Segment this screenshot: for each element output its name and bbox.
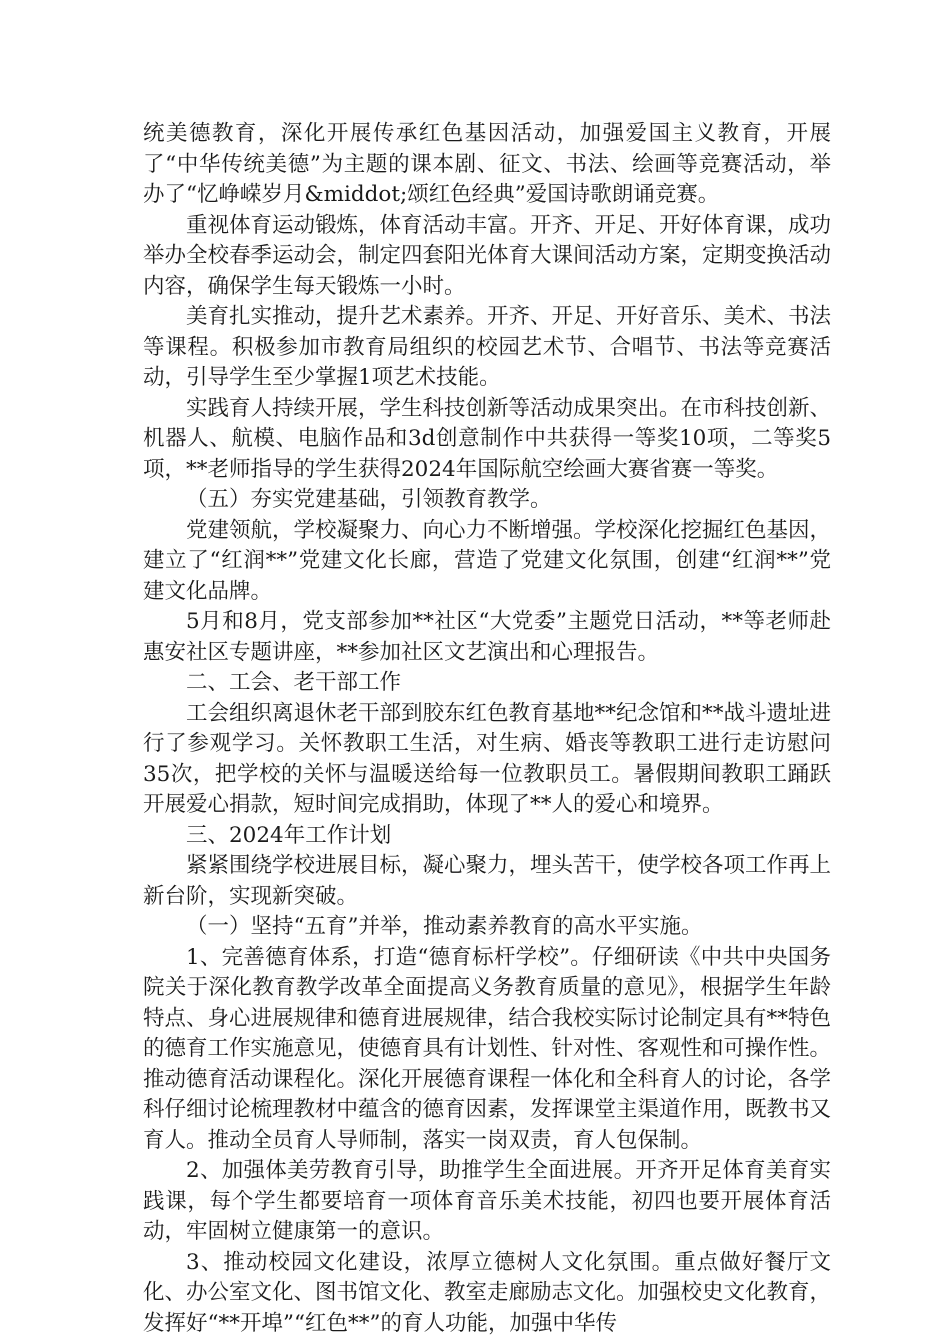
section-heading-5: （五）夯实党建基础，引领教育教学。 (186, 487, 552, 512)
paragraph-4: 实践育人持续开展，学生科技创新等活动成果突出。在市科技创新、机器人、航模、电脑作品和3d创意制作中共获得一等奖10项，二等奖5项，**老师指导的学生获得2024年国际航空绘画大赛省赛一等奖。 (143, 395, 832, 482)
paragraph-2: 重视体育运动锻炼，体育活动丰富。开齐、开足、开好体育课，成功举办全校春季运动会，制定四套阳光体育大课间活动方案，定期变换活动内容，确保学生每天锻炼一小时。 (143, 212, 832, 299)
subsection-heading-1: （一）坚持“五育”并举，推动素养教育的高水平实施。 (186, 914, 703, 939)
section-heading-3: 三、2024年工作计划 (186, 822, 392, 848)
paragraph-3: 美育扎实推动，提升艺术素养。开齐、开足、开好音乐、美术、书法等课程。积极参加市教育局组织的校园艺术节、合唱节、书法等竞赛活动，引导学生至少掌握1项艺术技能。 (143, 304, 832, 390)
paragraph-15: 3、推动校园文化建设，浓厚立德树人文化氛围。重点做好餐厅文化、办公室文化、图书馆文化、教室走廊励志文化。加强校史文化教育，发挥好“**开埠”“红色**”的育人功能，加强中华传 (143, 1249, 832, 1336)
paragraph-1: 统美德教育，深化开展传承红色基因活动，加强爱国主义教育，开展了“中华传统美德”为主题的课本剧、征文、书法、绘画等竞赛活动，举办了“忆峥嵘岁月&middot;颂红色经典”爱国诗歌朗诵竞赛。 (143, 121, 831, 207)
paragraph-6: 党建领航，学校凝聚力、向心力不断增强。学校深化挖掘红色基因，建立了“红润**”党建文化长廊，营造了党建文化氛围，创建“红润**”党建文化品牌。 (143, 517, 832, 604)
paragraph-7: 5月和8月，党支部参加**社区“大党委”主题党日活动，**等老师赴惠安社区专题讲座，**参加社区文艺演出和心理报告。 (143, 609, 831, 665)
document-page (143, 119, 831, 1339)
paragraph-13: 1、完善德育体系，打造“德育标杆学校”。仔细研读《中共中央国务院关于深化教育教学改革全面提高义务教育质量的意见》，根据学生年龄特点、身心进展规律和德育进展规律，结合我校实际讨论制定具有**特色的德育工作实施意见，使德育具有计划性、针对性、客观性和可操作性。推动德育活动课程化。深化开展德育课程一体化和全科育人的讨论，各学科仔细讨论梳理教材中蕴含的德育因素，发挥课堂主渠道作用，既教书又育人。推动全员育人导师制，落实一岗双责，育人包保制。 (143, 944, 832, 1153)
paragraph-11: 紧紧围绕学校进展目标，凝心聚力，埋头苦干，使学校各项工作再上新台阶，实现新突破。 (143, 853, 832, 909)
section-heading-2: 二、工会、老干部工作 (186, 670, 402, 695)
paragraph-14: 2、加强体美劳教育引导，助推学生全面进展。开齐开足体育美育实践课，每个学生都要培育一项体育音乐美术技能，初四也要开展体育活动，牢固树立健康第一的意识。 (143, 1158, 831, 1244)
paragraph-9: 工会组织离退休老干部到胶东红色教育基地**纪念馆和**战斗遗址进行了参观学习。关怀教职工生活，对生病、婚丧等教职工进行走访慰问35次，把学校的关怀与温暖送给每一位教职员工。暑假期间教职工踊跃开展爱心捐款，短时间完成捐助，体现了**人的爱心和境界。 (143, 700, 832, 817)
